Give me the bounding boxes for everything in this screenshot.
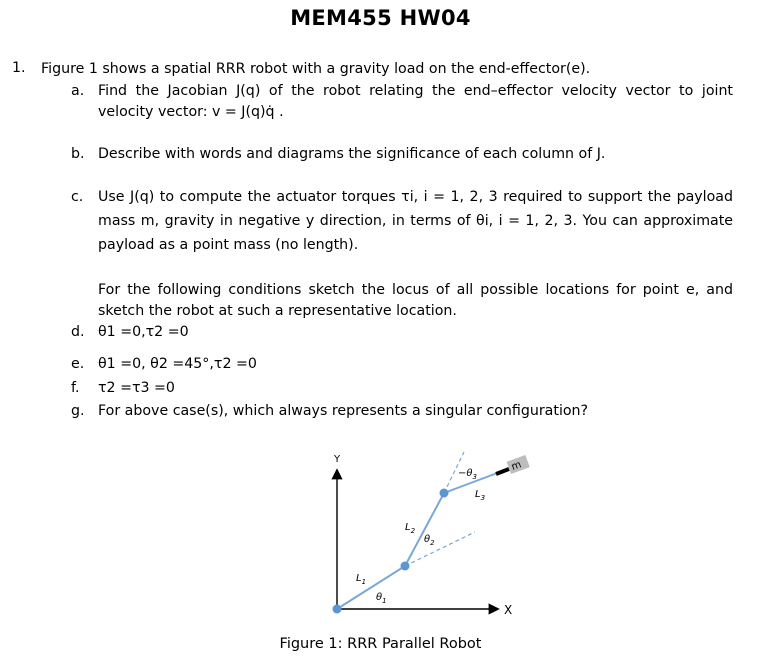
robot-diagram bbox=[300, 446, 560, 636]
part-a-line2: velocity vector: v = J(q)q̇ . bbox=[98, 104, 284, 120]
part-d-label: d. bbox=[71, 324, 85, 340]
link3-label: $L_3$ bbox=[475, 489, 486, 502]
link1-label: $L_1$ bbox=[356, 573, 367, 586]
part-e-text: θ1 =0, θ2 =45°,τ2 =0 bbox=[98, 356, 257, 372]
link-1 bbox=[337, 566, 405, 609]
part-d-text: θ1 =0,τ2 =0 bbox=[98, 324, 189, 340]
part-b-label: b. bbox=[71, 146, 85, 162]
part-c-line1: Use J(q) to compute the actuator torques τi, i = 1, 2, 3 required to support the payload bbox=[98, 189, 733, 205]
link2-label: $L_2$ bbox=[405, 522, 416, 535]
robot-figure bbox=[300, 446, 560, 636]
question-text: Figure 1 shows a spatial RRR robot with a gravity load on the end-effector(e). bbox=[41, 61, 591, 77]
theta2-label: $\theta_2$ bbox=[424, 534, 435, 547]
part-b-line1: Describe with words and diagrams the significance of each column of J. bbox=[98, 146, 606, 162]
page-title: MEM455 HW04 bbox=[290, 6, 471, 30]
part-e-label: e. bbox=[71, 356, 85, 372]
part-c-label: c. bbox=[71, 189, 84, 205]
part-a-label: a. bbox=[71, 83, 85, 99]
theta3-label: $-\theta_3$ bbox=[458, 468, 477, 481]
joint-1 bbox=[333, 605, 342, 614]
part-g-label: g. bbox=[71, 403, 85, 419]
mass-label: m bbox=[510, 459, 523, 473]
figure-caption: Figure 1: RRR Parallel Robot bbox=[279, 636, 482, 652]
joint-2 bbox=[401, 562, 410, 571]
link1-extension bbox=[405, 532, 475, 566]
part-c-line2: mass m, gravity in negative y direction, in terms of θi, i = 1, 2, 3. You can approximate bbox=[98, 213, 733, 229]
conditions-intro-line1: For the following conditions sketch the locus of all possible locations for point e, and bbox=[98, 282, 733, 298]
question-number: 1. bbox=[12, 60, 26, 76]
x-axis-label: X bbox=[504, 603, 513, 617]
theta1-label: $\theta_1$ bbox=[376, 592, 387, 605]
part-f-label: f. bbox=[71, 380, 80, 396]
part-f-text: τ2 =τ3 =0 bbox=[98, 380, 175, 396]
joint-3 bbox=[440, 489, 449, 498]
part-g-text: For above case(s), which always represents a singular configuration? bbox=[98, 403, 589, 419]
y-axis-label: Y bbox=[334, 454, 341, 465]
end-effector-bar bbox=[496, 469, 509, 474]
part-a-line1: Find the Jacobian J(q) of the robot relating the end–effector velocity vector to joint bbox=[98, 83, 733, 99]
part-c-line3: payload as a point mass (no length). bbox=[98, 237, 359, 253]
conditions-intro-line2: sketch the robot at such a representative location. bbox=[98, 303, 457, 319]
